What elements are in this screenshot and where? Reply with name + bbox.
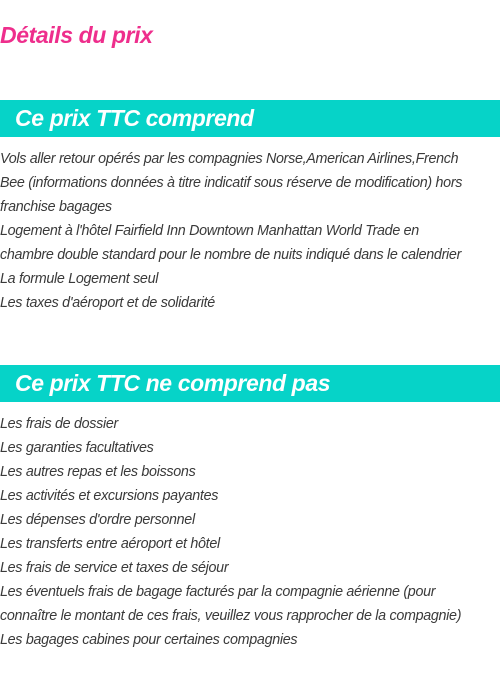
- excluded-line: Les garanties facultatives: [0, 440, 154, 456]
- excluded-line: Les transferts entre aéroport et hôtel: [0, 536, 220, 552]
- excluded-line: Les éventuels frais de bagage facturés par la compagnie aérienne (pour: [0, 584, 436, 600]
- included-line: La formule Logement seul: [0, 271, 159, 287]
- included-list: [0, 147, 500, 315]
- excluded-list: [0, 412, 500, 652]
- excluded-line: Les bagages cabines pour certaines compagnies: [0, 632, 298, 648]
- included-line: Bee (informations données à titre indicatif sous réserve de modification) hors: [0, 175, 463, 191]
- included-section-header: Ce prix TTC comprend: [0, 100, 500, 137]
- excluded-line: connaître le montant de ces frais, veuillez vous rapprocher de la compagnie): [0, 608, 462, 624]
- excluded-line: Les dépenses d'ordre personnel: [0, 512, 195, 528]
- page-title: Détails du prix: [0, 22, 153, 48]
- included-line: franchise bagages: [0, 199, 112, 215]
- excluded-line: Les autres repas et les boissons: [0, 464, 196, 480]
- excluded-line: Les activités et excursions payantes: [0, 488, 219, 504]
- included-line: Logement à l'hôtel Fairfield Inn Downtown Manhattan World Trade en: [0, 223, 419, 239]
- excluded-line: Les frais de dossier: [0, 416, 118, 432]
- excluded-line: Les frais de service et taxes de séjour: [0, 560, 229, 576]
- included-line: Les taxes d'aéroport et de solidarité: [0, 295, 215, 311]
- included-line: Vols aller retour opérés par les compagnies Norse,American Airlines,French: [0, 151, 459, 167]
- included-line: chambre double standard pour le nombre de nuits indiqué dans le calendrier: [0, 247, 462, 263]
- excluded-section-header: Ce prix TTC ne comprend pas: [0, 365, 500, 402]
